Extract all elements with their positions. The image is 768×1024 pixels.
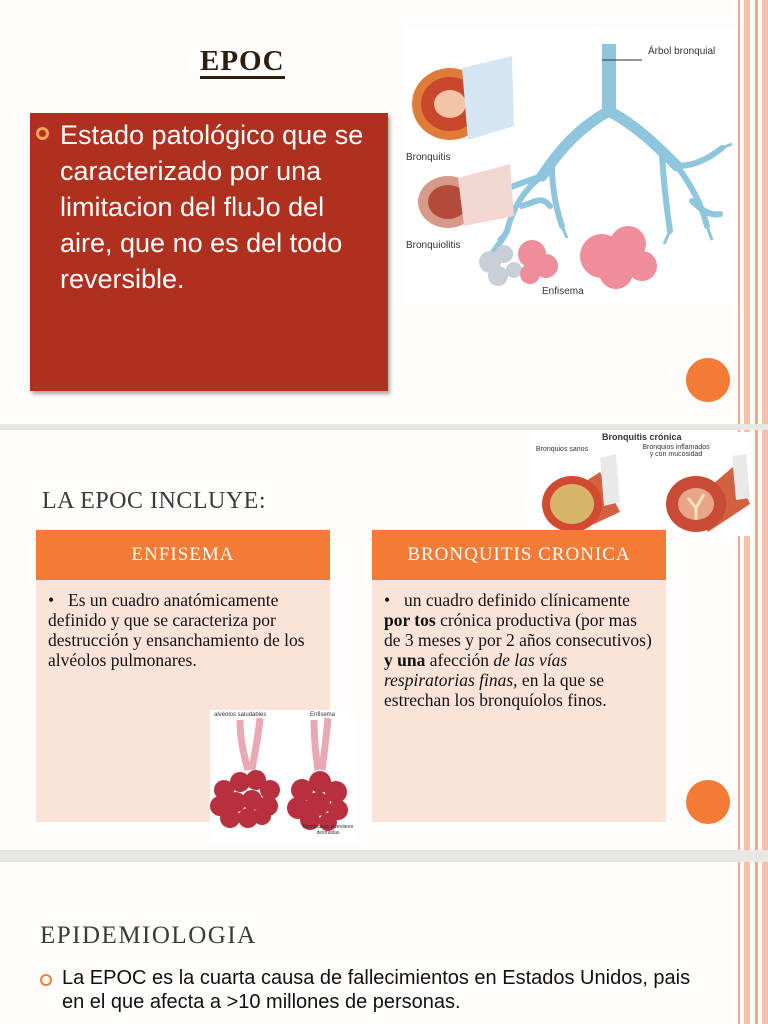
label-bronquios-sanos: Bronquios sanos <box>535 446 589 453</box>
bronquitis-text-4: , en la que se estrechan los bronquíolos finos. <box>384 670 607 710</box>
slide-1 <box>0 0 768 424</box>
bronquitis-text-bold-1: por tos <box>384 610 436 630</box>
bronchitis-figure <box>528 432 750 536</box>
enfisema-card-header: ENFISEMA <box>36 530 330 580</box>
ring-bullet-icon <box>40 974 52 986</box>
label-bronquiolitis: Bronquiolitis <box>406 240 461 251</box>
slide-3 <box>0 862 768 1024</box>
alveoli-figure <box>210 710 358 844</box>
label-enfisema-figura: Enfisema <box>310 712 336 718</box>
ring-bullet-icon <box>36 127 49 140</box>
label-bronquitis: Bronquitis <box>406 152 451 163</box>
label-membranas: Membranas alveolares destruidas <box>302 824 354 836</box>
slide-2 <box>0 430 768 850</box>
label-bronquios-inflamados: Bronquios inflamados y con mucosidad <box>642 444 710 458</box>
label-arbol-bronquial: Árbol bronquial <box>648 46 716 57</box>
slide-title: EPOC <box>200 45 285 77</box>
definition-box <box>30 113 388 391</box>
bronquitis-text-1: un cuadro definido clínicamente <box>404 590 630 610</box>
slide-separator <box>0 850 768 862</box>
bronquitis-card-header: BRONQUITIS CRONICA <box>372 530 666 580</box>
decorative-stripes <box>734 862 768 1024</box>
bronchial-tree-figure <box>402 26 738 306</box>
bronquitis-text-italic: de las vías respiratorias finas <box>384 650 568 690</box>
epidemiologia-heading: EPIDEMIOLOGIA <box>40 922 257 949</box>
label-bronquitis-cronica: Bronquitis crónica <box>602 432 682 442</box>
epidemiologia-text: La EPOC es la cuarta causa de fallecimientos en Estados Unidos, pais en el que afecta a >10 millones de personas. <box>62 967 691 1013</box>
bronquitis-text-bold-2: y una <box>384 650 426 670</box>
bronquitis-card <box>372 530 666 822</box>
orange-circle-icon <box>686 780 730 824</box>
orange-circle-icon <box>686 358 730 402</box>
label-alveolos-saludables: alvéolos saludables <box>214 712 267 718</box>
bronquitis-text-2: crónica productiva (por mas de 3 meses y por 2 años consecutivos) <box>384 610 652 650</box>
bronquitis-text-3: afección <box>425 650 494 670</box>
bronquitis-card-body <box>372 580 666 710</box>
epoc-incluye-heading: LA EPOC INCLUYE: <box>42 488 266 514</box>
bullet-icon: • <box>384 590 391 610</box>
decorative-stripes <box>734 0 768 424</box>
label-enfisema: Enfisema <box>542 286 584 297</box>
enfisema-card-body <box>36 580 330 670</box>
enfisema-description: Es un cuadro anatómicamente definido y que se caracteriza por destrucción y ensanchamiento de los alvéolos pulmonares. <box>48 590 305 670</box>
bronchial-tree-illustration <box>402 26 738 306</box>
definition-text: Estado patológico que se caracterizado por una limitacion del fluJo del aire, que no es del todo reversible. <box>60 120 364 294</box>
bullet-icon: • <box>48 590 55 610</box>
